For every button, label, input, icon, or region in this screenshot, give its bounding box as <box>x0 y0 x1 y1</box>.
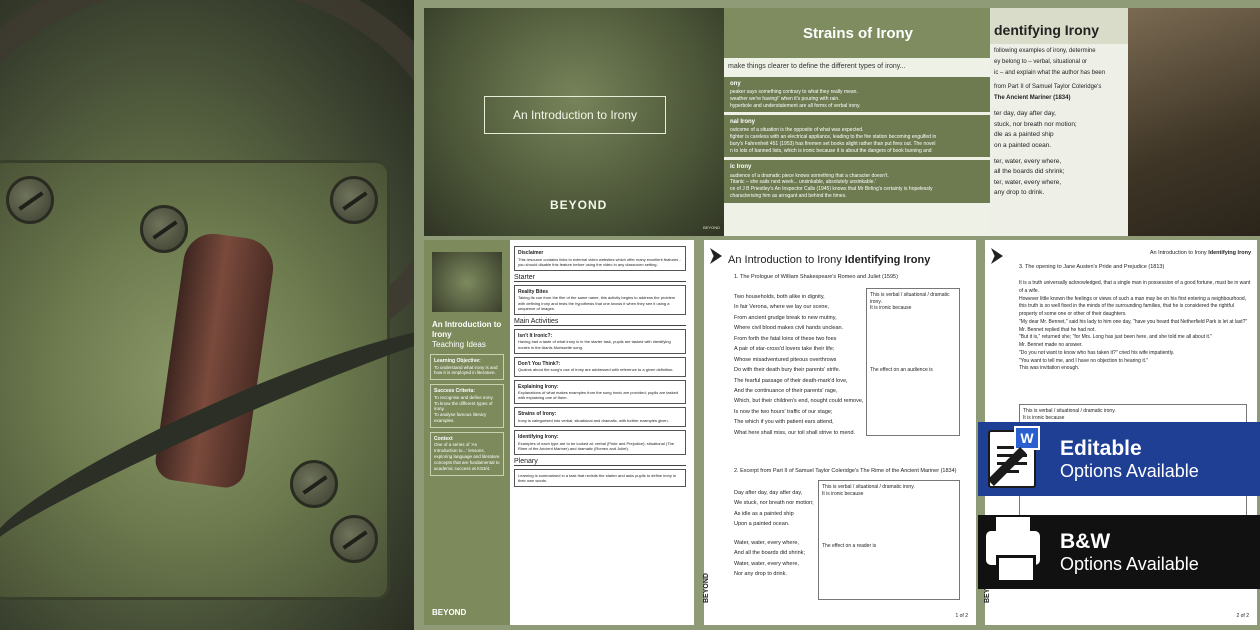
box-label: Don't You Think?: <box>518 360 561 367</box>
poem-line: any drop to drink. <box>994 189 1045 197</box>
poem-line: From ancient grudge break to new mutiny, <box>734 314 837 321</box>
beyond-logo: BEYOND <box>550 198 608 212</box>
block-line: n to lots of banned lists, which is ironic because it is about the dangers of book burning and <box>730 147 932 154</box>
worksheet-header <box>728 254 930 266</box>
block-line: outcome of a situation is the opposite of what was expected. <box>730 127 864 134</box>
block-line: audience of a dramatic piece knows something that a character doesn't. <box>730 172 889 179</box>
badge-title: Editable <box>1060 436 1142 460</box>
box-text: Taking its cue from the film of the same name, this activity begins to address the problem with defining irony and tests the hypothesis that one knows it when they see it using a sequence of images. <box>518 295 676 311</box>
answer-reason: It is ironic because <box>1023 414 1065 421</box>
poem-line: ter day, day after day, <box>994 110 1056 118</box>
box-text: Qualms about the song's use of irony are addressed with reference to a given definition. <box>518 367 674 373</box>
block-heading: ic Irony <box>730 164 752 171</box>
irony-block <box>724 160 992 202</box>
section-heading: Plenary <box>514 458 686 466</box>
poem-line: Day after day, day after day, <box>734 490 803 496</box>
activity-box <box>514 380 686 405</box>
poem-line: dle as a painted ship <box>994 131 1054 139</box>
poem-line: Water, water, every where, <box>734 539 799 546</box>
answer-label: This is verbal / situational / dramatic irony. <box>870 292 950 305</box>
block-line: bury's Fahrenheit 451 (1953) has firemen set books alight rather than put fires out. The novel <box>730 140 936 147</box>
box-label: Disclaimer <box>518 250 544 256</box>
beyond-chevron-icon <box>710 248 722 264</box>
effect-label: The effect on a reader is <box>822 543 877 549</box>
box-label: Context <box>434 435 453 442</box>
block-line: ce of J B Priestley's An Inspector Calls (1945) knows that Mr Birling's certainty is hopelessly <box>730 186 933 193</box>
box-label: Learning Objective: <box>434 358 481 364</box>
poem-line: What here shall miss, our toil shall strive to mend. <box>734 429 856 436</box>
hero-photo <box>0 0 414 630</box>
answer-label: This is verbal / situational / dramatic irony. <box>822 484 915 490</box>
slide-poem <box>990 105 1130 202</box>
box-label: Strains of Irony: <box>518 411 557 418</box>
poem-line: We stuck, nor breath nor motion; <box>734 500 814 507</box>
poem-line: And all the boards did shrink; <box>734 550 805 557</box>
irony-block <box>724 77 992 112</box>
answer-label: This is verbal / situational / dramatic irony. <box>1023 408 1116 414</box>
extract-line: "My dear Mr. Bennet," said his lady to him one day, "have you heard that Netherfield Park is let at last?" <box>1019 318 1248 325</box>
activity-box <box>514 285 686 315</box>
printer-shape <box>986 531 1040 565</box>
slide-strains[interactable] <box>724 8 992 236</box>
box-label: Isn't It Ironic?: <box>518 332 553 339</box>
poem-ancient-mariner <box>734 488 814 580</box>
effect-label: The effect on an audience is <box>870 367 933 373</box>
box-label: Success Criteria: <box>434 388 475 395</box>
poem-line: A pair of star-cross'd lovers take their life; <box>734 346 835 353</box>
block-line: peaker says something contrary to what they really mean. <box>730 89 858 96</box>
box-text: One of a series of 'An Introduction to...' lessons, exploring language and literature concepts that are fundamental to academic success at KS3/4. <box>434 442 500 471</box>
poem-line: Which, but their children's end, nought could remove, <box>734 398 864 405</box>
screw-icon <box>6 176 54 224</box>
block-line: Titanic – she sails next week... unsinkable, absolutely unsinkable.' <box>730 179 876 186</box>
extract-line: Mr. Bennet replied that he had not. <box>1019 326 1096 333</box>
box-label: Identifying Irony: <box>518 434 559 441</box>
teaching-ideas-sidebar <box>424 240 510 625</box>
disclaimer-box <box>514 246 686 271</box>
slide-source: from Part II of Samuel Taylor Coleridge's <box>994 84 1102 91</box>
screw-icon <box>290 460 338 508</box>
extract-line: It is a truth universally acknowledged, that a single man in possession of a good fortune, must be in want of a wife. <box>1019 280 1251 294</box>
poem-line: stuck, nor breath nor motion; <box>994 120 1077 128</box>
slide-identifying[interactable] <box>990 8 1130 236</box>
poem-line: Two households, both alike in dignity, <box>734 294 825 300</box>
badge-title: B&W <box>1060 529 1111 553</box>
worksheet-page-1[interactable] <box>704 240 976 625</box>
poem-line: on a painted ocean. <box>994 141 1052 149</box>
badge-text <box>1046 530 1199 575</box>
activity-box <box>514 357 686 377</box>
activity-box <box>514 469 686 487</box>
block-line: weather we're having!' when it's pouring with rain. <box>730 95 840 102</box>
poem-line: Nor any drop to drink. <box>734 571 787 578</box>
section-heading: Main Activities <box>514 318 686 326</box>
question-2: 2. Excerpt from Part II of Samuel Taylor Coleridge's The Rime of the Ancient Mariner (1834) <box>734 468 957 474</box>
question-3: 3. The opening to Jane Austen's Pride and Prejudice (1813) <box>1019 264 1165 270</box>
poem-line: From forth the fatal loins of these two foes <box>734 335 837 342</box>
objective-box <box>430 354 504 380</box>
slide-intro-line: ey belong to – verbal, situational or <box>994 59 1088 66</box>
slide-intro-line: following examples of irony, determine <box>994 48 1096 54</box>
word-tag: W <box>1014 426 1040 450</box>
beyond-logo: BEYOND <box>703 573 710 603</box>
block-heading: ony <box>730 81 741 87</box>
slide-title: Strains of Irony <box>724 8 992 58</box>
extract-line: "But it is," returned she; "for Mrs. Long has just been here, and she told me all about it." <box>1019 334 1213 341</box>
teaching-title: An Introduction to Irony <box>432 320 502 339</box>
slide-intro[interactable] <box>424 8 726 236</box>
activity-box <box>514 407 686 427</box>
poem-line: Whose misadventured piteous overthrows <box>734 356 837 363</box>
slide-intro-line: ic – and explain what the author has been <box>994 70 1106 77</box>
block-heading: nal Irony <box>730 119 756 126</box>
answer-reason: It is ironic because <box>870 305 912 311</box>
box-text: This resource contains links to external video websites which offer many excellent features - you should disable this feature before using the video in any classroom setting. <box>518 256 681 267</box>
slide-title: dentifying Irony <box>990 8 1130 44</box>
box-text: Examples of each type are to be looked at: verbal (Pride and Prejudice); situational (The Rime of the Ancient Mariner) and dramatic (Romeo and Juliet). <box>518 440 675 451</box>
editable-badge[interactable] <box>978 422 1260 496</box>
block-line: fighter is careless with an electrical appliance, leading to the fire station becoming engulfed in <box>730 134 937 141</box>
extract-line: "You want to tell me, and I have no objection to hearing it." <box>1019 357 1149 364</box>
poem-line: Do with their death bury their parents' strife. <box>734 367 841 374</box>
extract-line: This was invitation enough. <box>1019 365 1080 372</box>
question-1: 1. The Prologue of William Shakespeare's Romeo and Juliet (1595) <box>734 274 898 280</box>
badge-text <box>1046 437 1199 482</box>
block-line: hyperbole and understatement are all forms of verbal irony. <box>730 102 861 109</box>
box-label: Reality Bites <box>518 288 549 295</box>
poem-line: all the boards did shrink; <box>994 168 1065 176</box>
header-text: An Introduction to Irony <box>728 254 842 266</box>
poem-line: Where civil blood makes civil hands unclean. <box>734 325 844 332</box>
badge-subtitle: Options Available <box>1060 553 1199 574</box>
watermark: BEYOND <box>703 225 720 230</box>
header-text: An Introduction to Irony <box>1149 250 1207 256</box>
screw-icon <box>140 205 188 253</box>
poem-line: As idle as a painted ship <box>734 510 794 517</box>
printer-icon <box>978 515 1046 589</box>
answer-box[interactable] <box>866 288 960 436</box>
irony-block <box>724 115 992 157</box>
poem-line: Is now the two hours' traffic of our stage; <box>734 408 833 415</box>
criteria-box <box>430 384 504 428</box>
slide-title: An Introduction to Irony <box>484 96 666 134</box>
bw-badge[interactable] <box>978 515 1260 589</box>
slide-work: The Ancient Mariner (1834) <box>994 95 1071 102</box>
answer-reason: It is ironic because <box>822 490 864 497</box>
page-number: 1 of 2 <box>955 613 968 619</box>
slide-subtitle: make things clearer to define the different types of irony... <box>728 63 906 70</box>
activity-box <box>514 329 686 354</box>
box-text: Explanations of what makes examples from the song ironic are provided; pupils are tasked with explaining one of them. <box>518 390 679 401</box>
word-document-icon <box>978 422 1046 496</box>
poem-line: The fearful passage of their death-mark'd love, <box>734 377 848 384</box>
poem-line: ter, water, every where, <box>994 178 1062 186</box>
poem-line: ter, water, every where, <box>994 158 1062 166</box>
section-heading: Starter <box>514 274 686 282</box>
extract-line: However little known the feelings or views of such a man may be on his first entering a neighbourhood, this truth is so well fixed in the minds of the surrounding families, that he is considered the rightful property of some one or other of their daughters. <box>1019 295 1247 317</box>
teaching-ideas-page[interactable] <box>424 240 694 625</box>
page-number: 2 of 2 <box>1236 613 1249 619</box>
context-box <box>430 432 504 476</box>
poem-line: The which if you with patient ears attend, <box>734 419 834 426</box>
badge-subtitle: Options Available <box>1060 460 1199 481</box>
block-line: characterising him as arrogant and behind the times. <box>730 192 847 199</box>
answer-box[interactable] <box>818 480 960 600</box>
beyond-logo: BEYOND <box>432 608 467 617</box>
screw-icon <box>330 515 378 563</box>
poem-line: Water, water, every where, <box>734 560 799 567</box>
box-text: Having had a taste of what irony is in the starter task, pupils are tasked with identifying ironies in the Alanis Morissette song. <box>518 339 671 350</box>
teaching-title-suffix: Teaching Ideas <box>432 340 486 349</box>
extract-line: Mr. Bennet made no answer. <box>1019 342 1083 348</box>
box-text: Irony is categorised into verbal, situational and dramatic, with further examples given. <box>518 417 669 423</box>
screw-icon <box>330 176 378 224</box>
extract-line: "Do you not want to know who has taken it?" cried his wife impatiently. <box>1019 349 1175 356</box>
activity-box <box>514 430 686 455</box>
poem-line: Upon a painted ocean. <box>734 521 790 528</box>
thumbnail-image <box>432 252 502 312</box>
header-bold: Identifying Irony <box>844 254 931 266</box>
pride-prejudice-extract <box>1019 280 1251 373</box>
poem-line: In fair Verona, where we lay our scene, <box>734 304 830 311</box>
header-bold: Identifying Irony <box>1208 250 1251 256</box>
box-text: Learning is summarised in a task that revisits the starter and asks pupils to define irony in their own words. <box>518 472 677 484</box>
slide-illustration[interactable] <box>1128 8 1260 236</box>
beyond-chevron-icon <box>991 248 1003 264</box>
poem-romeo-juliet <box>734 292 863 438</box>
criteria-item: To recognise and define irony. <box>434 394 494 400</box>
box-text: To understand what irony is and how it is employed in literature. <box>434 364 498 376</box>
worksheet-header <box>1150 250 1251 256</box>
box-label: Explaining Irony: <box>518 383 559 390</box>
poem-line: And the continuance of their parents' rage, <box>734 387 838 394</box>
teaching-ideas-main <box>514 246 686 490</box>
criteria-item: To know the different types of irony. <box>434 400 493 412</box>
criteria-item: To analyse famous literary examples. <box>434 412 487 424</box>
